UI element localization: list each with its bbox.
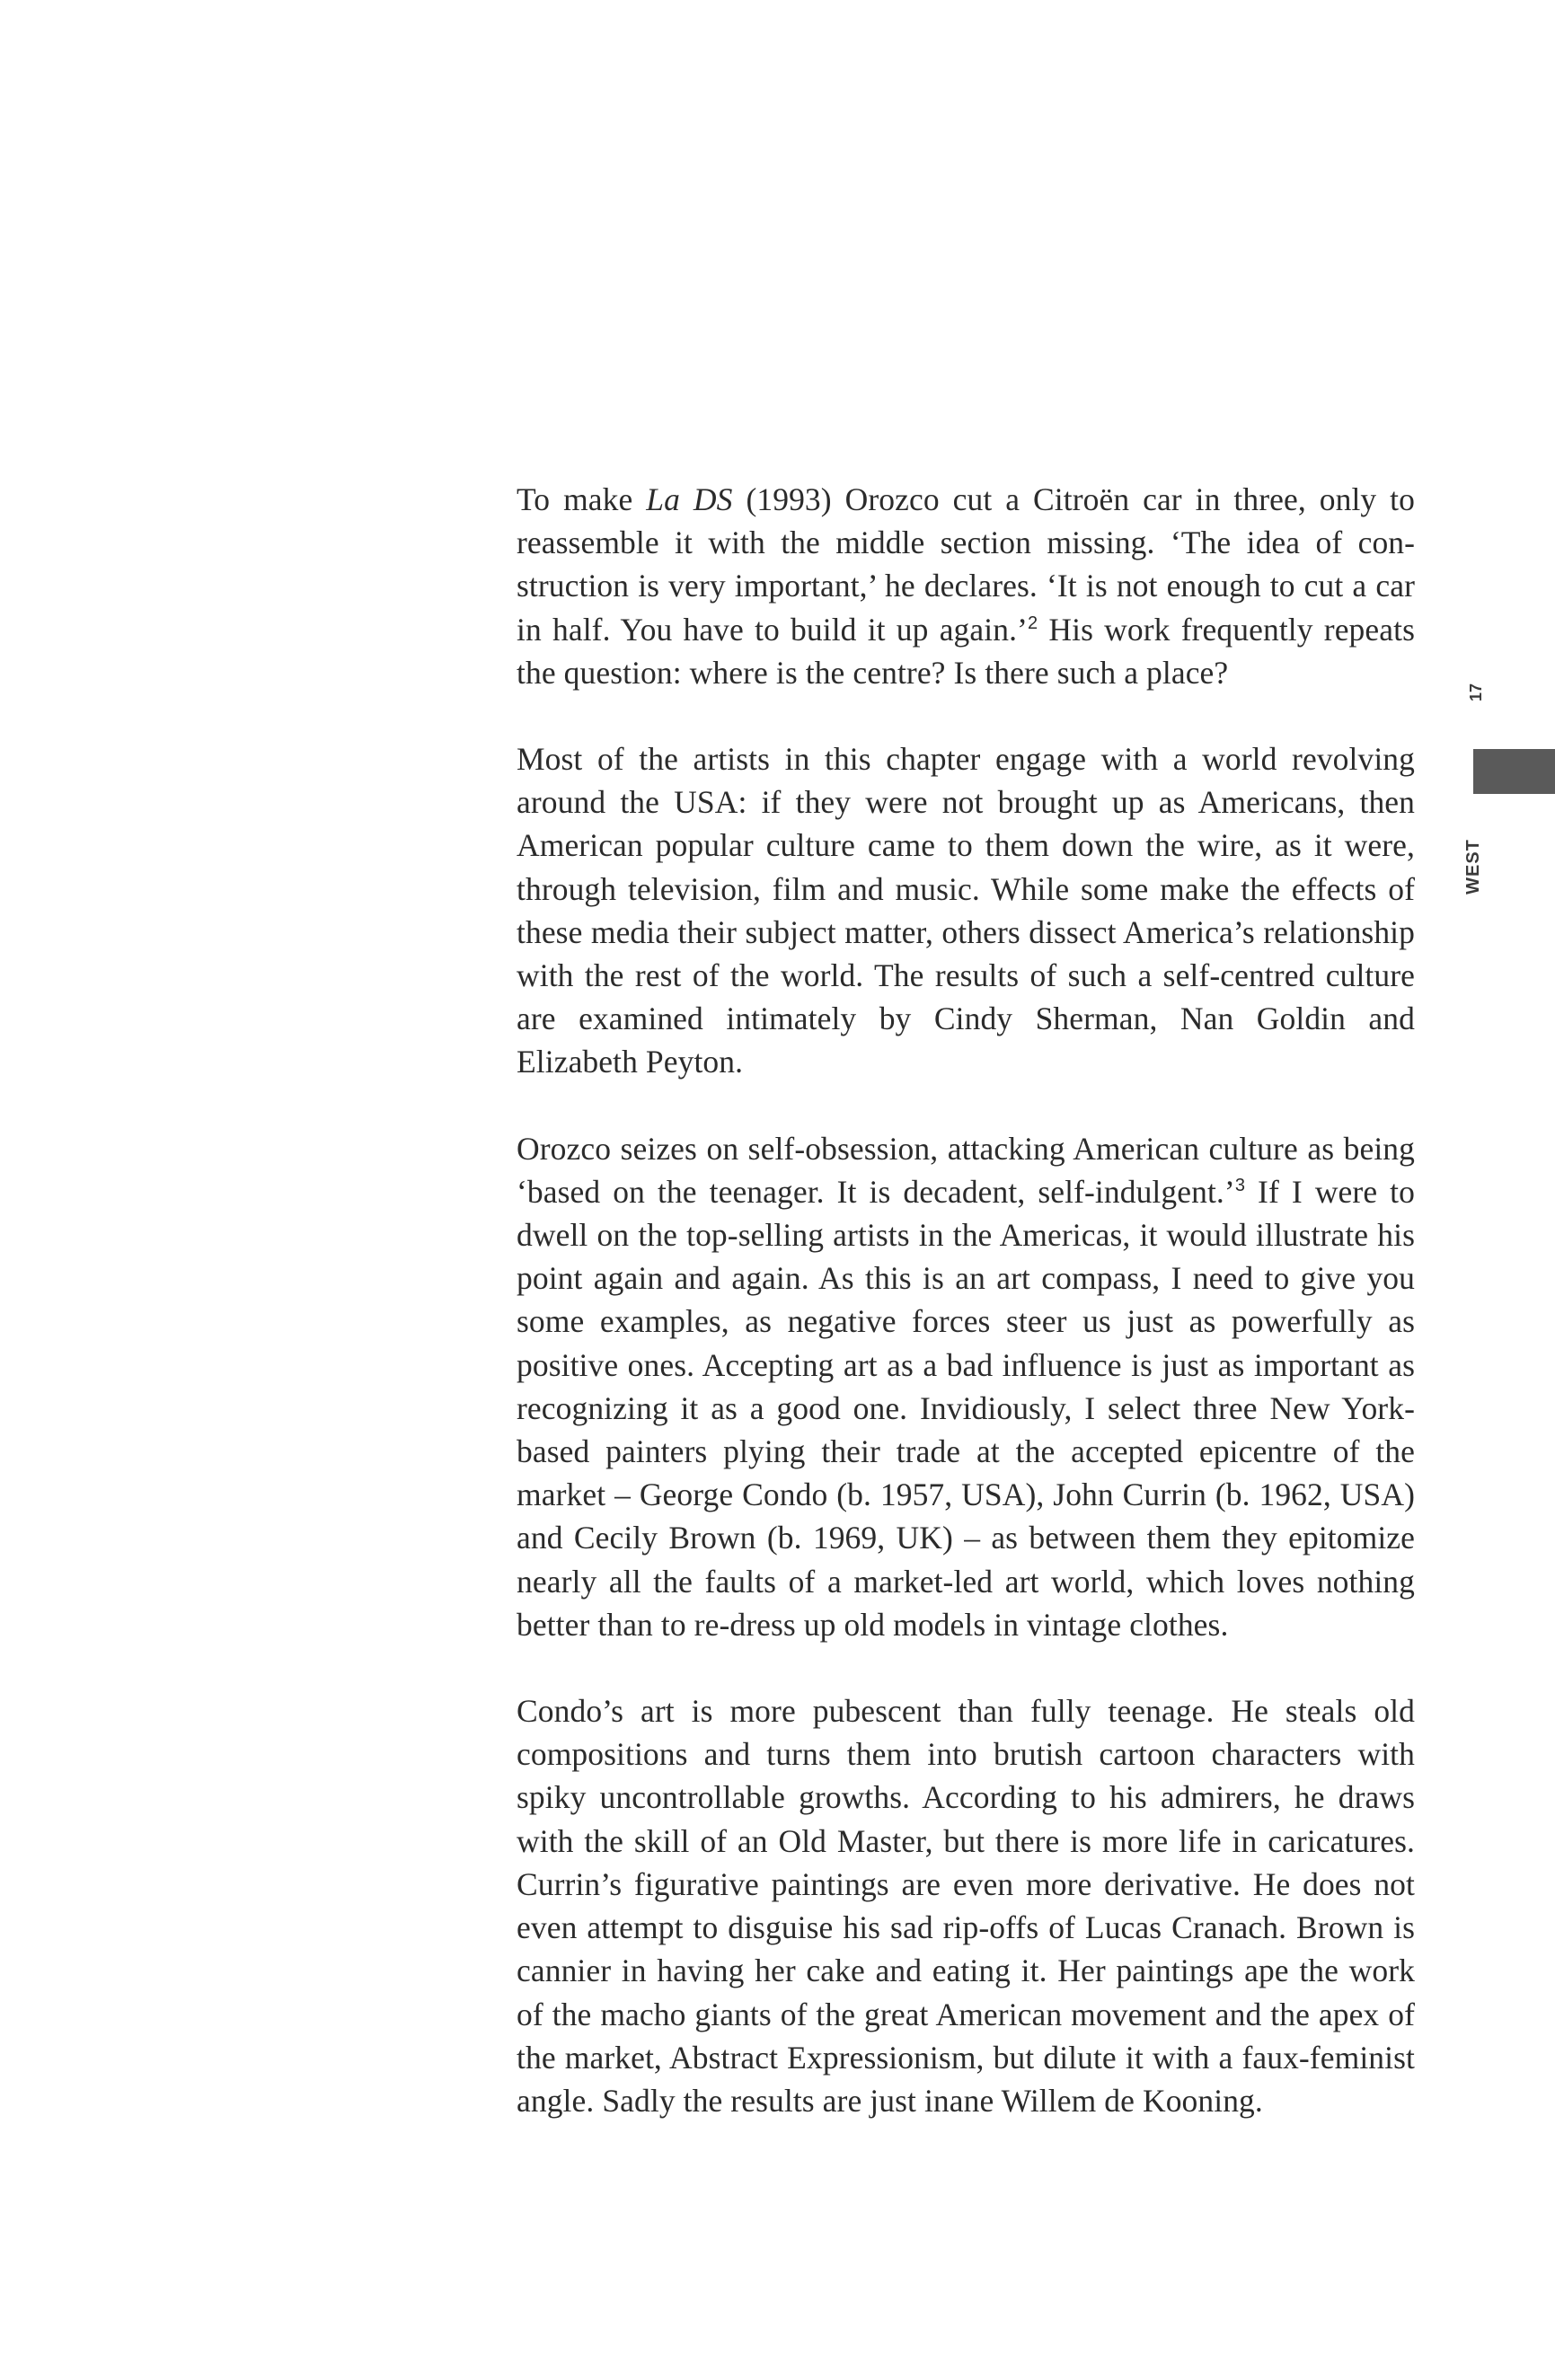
- footnote-marker: 2: [1027, 613, 1038, 633]
- text-run: Condo’s art is more pubescent than fully teenage. He steals old compositions and turns them into brutish cartoon characters with spiky uncontrollable growths. According to his admirers, he draws with the skill of an Old Master, but there is more life in caricatures. Currin’s figurative paintings are even more derivative. He does not even attempt to disguise his sad rip-offs of Lucas Cranach. Brown is cannier in having her cake and eating it. Her paintings ape the work of the macho giants of the great American movement and the apex of the market, Abstract Expressionism, but dilute it with a faux-feminist angle. Sadly the results are just inane Willem de Kooning.: [517, 1693, 1415, 2119]
- body-text: [517, 478, 1415, 2122]
- page-number: 17: [1467, 683, 1485, 702]
- text-run: If I were to dwell on the top-selling artists in the Americas, it would illustrate his point again and again. As this is an art compass, I need to give you some examples, as negative forces steer us just as powerfully as positive ones. Accepting art as a bad influence is just as important as recognizing it as a good one. Invidiously, I select three New York-based painters plying their trade at the accepted epicentre of the market – George Condo (b. 1957, USA), John Currin (b. 1962, USA) and Cecily Brown (b. 1969, UK) – as between them they epitomize nearly all the faults of a market-led art world, which loves nothing better than to re-dress up old models in vintage clothes.: [517, 1173, 1415, 1643]
- section-label: WEST: [1463, 839, 1483, 895]
- footnote-marker: 3: [1234, 1176, 1246, 1196]
- text-run: Most of the artists in this chapter engage with a world revolving around the USA: if they were not brought up as Americans, then American popular culture came to them down the wire, as it were, through television, film and music. While some make the effects of these media their subject matter, others dissect America’s relationship with the rest of the world. The results of such a self-centred culture are examined intimately by Cindy Sherman, Nan Goldin and Elizabeth Peyton.: [517, 741, 1415, 1080]
- paragraph-2: [517, 737, 1415, 1084]
- text-run: (1993) Orozco cut a Citroën car in three, only to reassemble it with the middle section missing. ‘The idea of construction is very important,’ he declares. ‘It is not enough to cut a car in half. You have to build it up again.’: [517, 481, 1415, 648]
- paragraph-1: [517, 478, 1415, 694]
- paragraph-4: [517, 1689, 1415, 2122]
- text-run: Orozco seizes on self-obsession, attacking American culture as being ‘based on the teenager. It is decadent, self-indulgent.’: [517, 1130, 1415, 1210]
- text-run: To make: [517, 481, 647, 517]
- section-tab-marker: [1473, 749, 1555, 794]
- text-run: His work frequently repeats the question: where is the centre? Is there such a place?: [517, 611, 1415, 691]
- paragraph-3: [517, 1127, 1415, 1646]
- artwork-title: La DS: [646, 481, 733, 517]
